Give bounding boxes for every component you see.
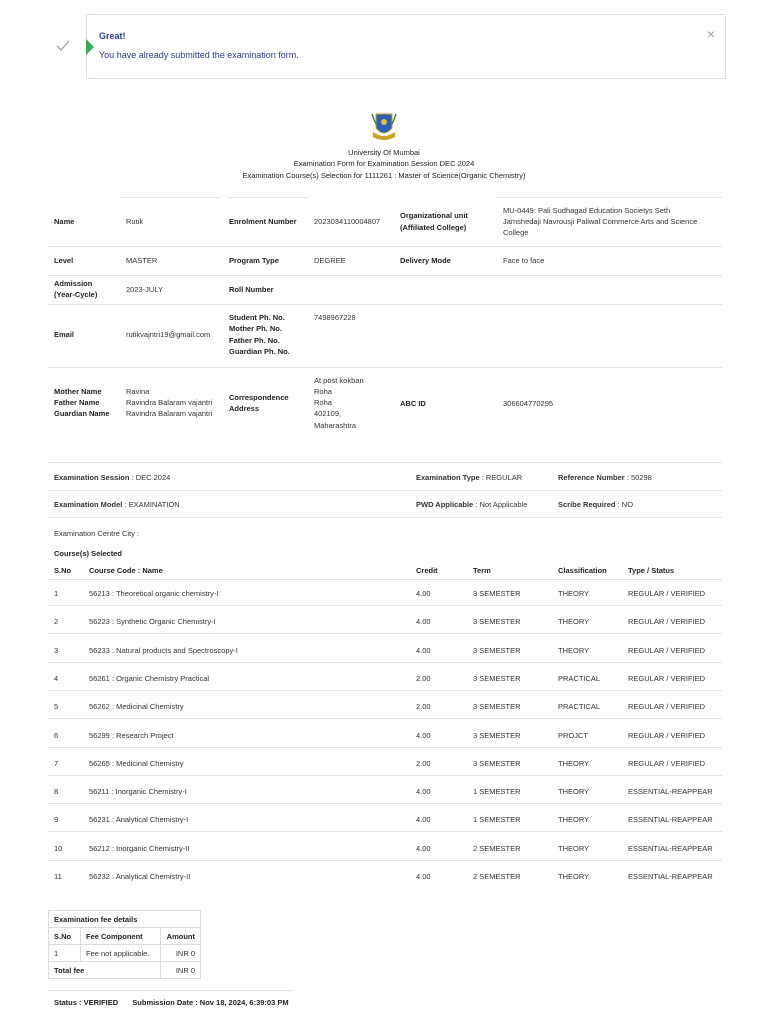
reference-number-label: Reference Number (558, 473, 625, 482)
divider (48, 517, 722, 518)
exam-model-label: Examination Model (54, 500, 123, 509)
org-unit-value-line3: College (503, 228, 529, 237)
father-name-label: Father Name (54, 398, 100, 407)
address-line: Roha (314, 387, 332, 396)
scribe-label: Scribe Required (558, 500, 616, 509)
father-name-value: Ravindra Balaram vajantri (126, 398, 213, 407)
cell-type-status: ESSENTIAL-REAPPEAR (628, 787, 713, 797)
cell-classification: THEORY (558, 872, 590, 881)
cell-classification: THEORY (558, 758, 590, 768)
exam-model (54, 499, 180, 510)
column-header-term: Term (473, 566, 491, 575)
email-value: rutikvajntri19@gmail.com (126, 330, 211, 339)
cell-sno: 2 (54, 617, 59, 627)
cell-credit: 2.00 (416, 702, 431, 712)
cell-sno: 11 (54, 872, 62, 881)
cell-sno: 1 (54, 589, 59, 598)
table-row-divider (48, 860, 722, 861)
cell-type-status: REGULAR / VERIFIED (628, 758, 706, 768)
cell-course: 56211 : Inorganic Chemistry-I (89, 787, 187, 797)
table-row-divider (48, 633, 722, 634)
table-row-divider (48, 803, 722, 804)
name-label: Name (54, 217, 75, 226)
cell-term: 3 SEMESTER (473, 730, 521, 740)
cell-type-status: ESSENTIAL-REAPPEAR (628, 843, 713, 853)
fee-component: Fee not applicable. (81, 945, 161, 962)
admission-value: 2023-JULY (126, 285, 163, 294)
reference-number-value: : 50298 (624, 473, 652, 482)
exam-session-label: Examination Session (54, 473, 130, 482)
cell-course: 56233 : Natural products and Spectroscopy-I (89, 645, 238, 655)
divider (48, 367, 722, 368)
divider (120, 197, 220, 198)
close-icon[interactable]: × (706, 26, 715, 42)
cell-credit: 4.00 (416, 815, 431, 825)
abc-id-value: 306604770295 (503, 399, 554, 408)
table-row-divider (48, 831, 722, 832)
cell-type-status: REGULAR / VERIFIED (628, 702, 706, 712)
enrolment-label: Enrolment Number (229, 217, 297, 226)
guardian-phone-label: Guardian Ph. No. (229, 347, 290, 356)
cell-type-status: REGULAR / VERIFIED (628, 730, 706, 740)
courses-section-title: Course(s) Selected (54, 549, 122, 558)
cell-course: 56299 : Research Project (89, 730, 174, 740)
cell-classification: THEORY (558, 787, 590, 797)
cell-sno: 10 (54, 843, 63, 853)
fee-table-title: Examination fee details (49, 911, 201, 928)
exam-centre-city: Examination Centre City : (54, 529, 140, 538)
cell-term: 3 SEMESTER (473, 702, 521, 712)
cell-classification: THEORY (558, 815, 590, 825)
cell-course: 56231 : Analytical Chemistry-I (89, 815, 189, 825)
column-header-type-status: Type / Status (628, 566, 675, 575)
check-icon (56, 40, 70, 52)
mother-name-value: Ravina (126, 387, 150, 396)
cell-sno: 3 (54, 645, 59, 655)
cell-course: 56262 : Medicinal Chemistry (89, 702, 184, 712)
divider (48, 275, 722, 276)
cell-type-status: REGULAR / VERIFIED (628, 589, 706, 598)
submission-date: Submission Date : Nov 18, 2024, 6:39:03 PM (132, 998, 289, 1007)
exam-session-value: : DEC 2024 (129, 473, 171, 482)
cell-credit: 4.00 (416, 787, 431, 797)
divider (496, 197, 722, 198)
address-line: Maharashtra (314, 421, 357, 430)
divider (228, 197, 308, 198)
cell-type-status: REGULAR / VERIFIED (628, 673, 706, 683)
success-alert (86, 14, 726, 79)
cell-credit: 4.00 (416, 617, 431, 627)
cell-classification: PRACTICAL (558, 673, 601, 683)
abc-id-label: ABC ID (400, 399, 426, 408)
cell-sno: 7 (54, 758, 59, 768)
fee-header-amount: Amount (161, 928, 201, 945)
address-line: Roha (314, 398, 332, 407)
form-title: Examination Form for Examination Session DEC 2024 (293, 159, 475, 168)
university-logo (370, 110, 398, 144)
cell-type-status: REGULAR / VERIFIED (628, 617, 706, 627)
cell-course: 56213 : Theoretical organic chemistry-I (89, 589, 219, 598)
father-phone-label: Father Ph. No. (229, 336, 280, 345)
cell-term: 2 SEMESTER (473, 843, 521, 853)
cell-term: 3 SEMESTER (473, 645, 521, 655)
cell-sno: 5 (54, 702, 59, 712)
column-header-course: Course Code : Name (89, 566, 163, 575)
level-value: MASTER (126, 256, 158, 265)
cell-course: 56223 : Synthetic Organic Chemistry-I (89, 617, 216, 627)
correspondence-label: Correspondence (229, 393, 289, 402)
correspondence-label-sub: Address (229, 404, 260, 413)
cell-classification: THEORY (558, 617, 590, 627)
fee-total-row (49, 962, 201, 979)
fee-header-component: Fee Component (81, 928, 161, 945)
cell-course: 56232 : Analytical Chemistry-II (89, 872, 191, 881)
cell-term: 3 SEMESTER (473, 758, 521, 768)
org-unit-label-sub: (Affiliated College) (400, 223, 467, 232)
level-label: Level (54, 256, 74, 265)
cell-term: 3 SEMESTER (473, 589, 521, 598)
cell-type-status: ESSENTIAL-REAPPEAR (628, 815, 713, 825)
exam-model-value: : EXAMINATION (122, 500, 180, 509)
university-name: University Of Mumbai (348, 148, 420, 157)
fee-total-value: INR 0 (161, 962, 201, 979)
cell-credit: 4.00 (416, 645, 431, 655)
cell-course: 56212 : Inorganic Chemistry-II (89, 843, 190, 853)
scribe-value: : NO (615, 500, 634, 509)
org-unit-value-line1: MU-0449: Pali Sudhagad Education Societys Seth (503, 206, 671, 215)
divider (48, 990, 293, 991)
cell-classification: THEORY (558, 589, 590, 598)
table-row-divider (48, 747, 722, 748)
name-value: Rutik (126, 217, 144, 226)
fee-sno: 1 (49, 945, 81, 962)
reference-number (558, 472, 652, 483)
cell-classification: THEORY (558, 645, 590, 655)
divider (48, 490, 722, 491)
exam-type (416, 472, 522, 483)
cell-credit: 2.00 (416, 758, 431, 768)
cell-type-status: ESSENTIAL-REAPPEAR (628, 872, 713, 881)
table-row-divider (48, 718, 722, 719)
pwd-applicable (416, 499, 527, 510)
status-value: Status : VERIFIED (54, 998, 119, 1007)
program-type-label: Program Type (229, 256, 279, 265)
cell-sno: 9 (54, 815, 59, 825)
admission-label: Admission (54, 279, 93, 288)
pwd-value: : Not Applicable (473, 500, 528, 509)
enrolment-value: 2023034110004807 (314, 217, 381, 226)
divider (48, 304, 722, 305)
alert-title: Great! (99, 31, 126, 41)
program-type-value: DEGREE (314, 256, 346, 265)
address-line: 402109, (314, 409, 342, 418)
delivery-mode-label: Delivery Mode (400, 256, 451, 265)
org-unit-value-line2: Jamshedaji Navrousji Paliwal Commerce Arts and Science (503, 217, 698, 226)
exam-type-label: Examination Type (416, 473, 480, 482)
exam-type-value: : REGULAR (479, 473, 523, 482)
email-label: Email (54, 330, 75, 339)
cell-credit: 4.00 (416, 872, 431, 881)
exam-session (54, 472, 170, 483)
table-row-divider (48, 690, 722, 691)
cell-term: 1 SEMESTER (473, 787, 521, 797)
submission-status (54, 998, 289, 1007)
scribe-required (558, 499, 633, 510)
roll-number-label: Roll Number (229, 285, 274, 294)
column-header-sno: S.No (54, 566, 72, 575)
fee-row (49, 945, 201, 962)
column-header-credit: Credit (416, 566, 438, 575)
cell-course: 56265 : Medicinal Chemistry (89, 758, 184, 768)
student-phone-label: Student Ph. No. (229, 313, 285, 322)
cell-credit: 2.00 (416, 673, 431, 683)
org-unit-label: Organizational unit (400, 211, 468, 220)
fee-total-label: Total fee (49, 962, 161, 979)
cell-classification: THEORY (558, 843, 590, 853)
column-header-classification: Classification (558, 566, 607, 575)
cell-classification: PROJCT (558, 730, 588, 740)
course-selection-title: Examination Course(s) Selection for 1111261 : Master of Science(Organic Chemistry) (242, 171, 526, 180)
mother-phone-label: Mother Ph. No. (229, 324, 282, 333)
fee-amount: INR 0 (161, 945, 201, 962)
table-row-divider (48, 775, 722, 776)
table-header-divider (48, 579, 722, 580)
cell-term: 3 SEMESTER (473, 617, 521, 627)
table-row-divider (48, 662, 722, 663)
cell-course: 56261 : Organic Chemistry Practical (89, 673, 210, 683)
cell-term: 2 SEMESTER (473, 872, 521, 881)
mother-name-label: Mother Name (54, 387, 102, 396)
cell-term: 1 SEMESTER (473, 815, 521, 825)
cell-credit: 4.00 (416, 589, 431, 598)
guardian-name-label: Guardian Name (54, 409, 110, 418)
address-line: At post kokban (314, 376, 364, 385)
cell-credit: 4.00 (416, 843, 431, 853)
student-phone-value: 7498967228 (314, 313, 356, 322)
cell-sno: 8 (54, 787, 59, 797)
table-row-divider (48, 605, 722, 606)
cell-credit: 4.00 (416, 730, 431, 740)
cell-term: 3 SEMESTER (473, 673, 521, 683)
alert-indicator-icon (86, 39, 94, 55)
divider (48, 462, 722, 463)
delivery-mode-value: Face to face (503, 256, 545, 265)
divider (48, 246, 722, 247)
alert-message: You have already submitted the examination form. (99, 50, 299, 60)
cell-sno: 4 (54, 673, 59, 683)
admission-label-sub: (Year-Cycle) (54, 290, 98, 299)
cell-type-status: REGULAR / VERIFIED (628, 645, 706, 655)
fee-table (48, 910, 201, 979)
cell-classification: PRACTICAL (558, 702, 601, 712)
guardian-name-value: Ravindra Balaram vajantri (126, 409, 213, 418)
cell-sno: 6 (54, 730, 59, 740)
pwd-label: PWD Applicable (416, 500, 474, 509)
fee-header-sno: S.No (49, 928, 81, 945)
